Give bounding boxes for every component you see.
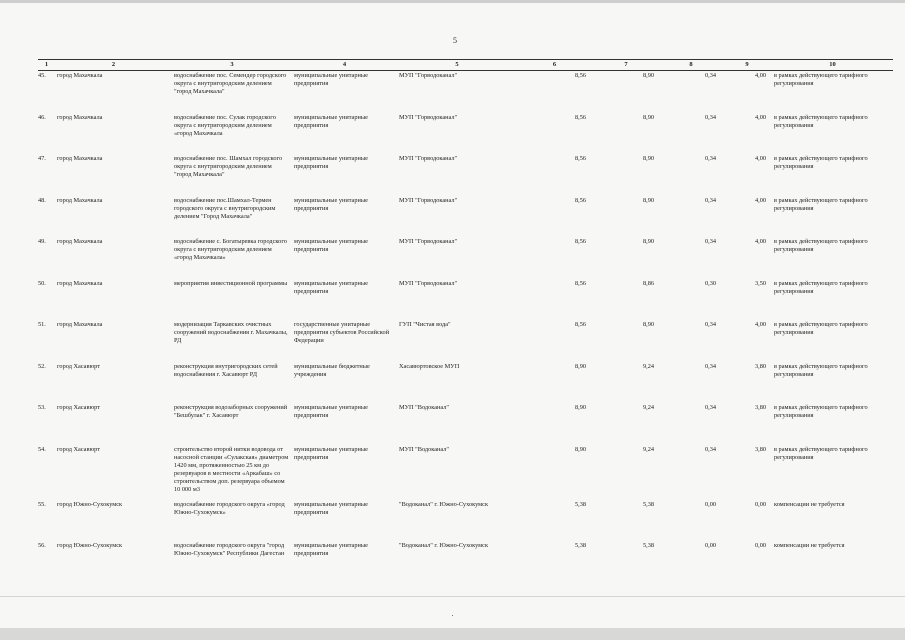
table-row [38, 320, 893, 362]
value-col8: 0,34 [704, 404, 716, 412]
value-col8: 0,00 [704, 542, 716, 550]
header-cell: 10 [772, 60, 893, 71]
org-type-cell: муниципальные унитарные предприятия [294, 196, 368, 212]
value-col9: 0,00 [754, 500, 766, 508]
value-col6: 8,90 [574, 362, 586, 370]
header-cell: 3 [172, 60, 292, 71]
organization-cell: Хасавюртовское МУП [399, 362, 460, 370]
organization-cell: МУП "Горводоканал" [399, 155, 458, 163]
value-col6: 8,56 [574, 155, 586, 163]
value-col9: 4,00 [754, 238, 766, 246]
description-cell: водоснабжение пос. Шамхал городского округа с внутригородским делением "город Махачкала" [174, 155, 283, 179]
value-col9: 0,00 [754, 542, 766, 550]
value-col8: 0,34 [704, 445, 716, 453]
row-number: 51. [38, 321, 46, 329]
value-col7: 9,24 [642, 445, 654, 453]
row-number: 55. [38, 500, 46, 508]
row-number: 54. [38, 445, 46, 453]
city-cell: город Хасавюрт [57, 445, 100, 453]
value-col6: 8,56 [574, 113, 586, 121]
row-number: 49. [38, 238, 46, 246]
value-col6: 8,56 [574, 72, 586, 80]
value-col9: 4,00 [754, 321, 766, 329]
value-col9: 4,00 [754, 72, 766, 80]
scan-bottom-edge [0, 628, 905, 640]
description-cell: водоснабжение пос.Шамхал-Термен городского округа с внутригородским делением "Город Махачкала" [174, 196, 276, 220]
row-number: 46. [38, 113, 46, 121]
value-col7: 8,90 [642, 321, 654, 329]
value-col7: 5,38 [642, 542, 654, 550]
org-type-cell: муниципальные унитарные предприятия [294, 72, 368, 88]
organization-cell: "Водоканал" г. Южно-Сухокумск [399, 542, 489, 550]
organization-cell: МУП "Горводоканал" [399, 196, 458, 204]
page-number: 5 [453, 36, 457, 45]
value-col7: 8,86 [642, 279, 654, 287]
value-col8: 0,34 [704, 238, 716, 246]
org-type-cell: муниципальные унитарные предприятия [294, 500, 368, 516]
value-col9: 4,00 [754, 113, 766, 121]
city-cell: город Хасавюрт [57, 362, 100, 370]
header-cell: 6 [517, 60, 592, 71]
description-cell: водоснабжение пос. Сулак городского округа с внутригородским делением «город Махачкала [174, 113, 276, 137]
scan-bottom-line [0, 596, 905, 597]
value-col7: 8,90 [642, 155, 654, 163]
city-cell: город Махачкала [57, 238, 103, 246]
org-type-cell: муниципальные унитарные предприятия [294, 113, 368, 129]
city-cell: город Махачкала [57, 279, 103, 287]
row-number: 45. [38, 72, 46, 80]
city-cell: город Южно-Сухокумск [57, 500, 123, 508]
row-number: 56. [38, 542, 46, 550]
org-type-cell: муниципальные унитарные предприятия [294, 279, 368, 295]
value-col8: 0,30 [704, 279, 716, 287]
value-col9: 4,00 [754, 196, 766, 204]
header-row [38, 60, 893, 71]
note-cell: в рамках действующего тарифного регулирования [774, 279, 868, 295]
organization-cell: МУП "Горводоканал" [399, 238, 458, 246]
city-cell: город Махачкала [57, 72, 103, 80]
value-col7: 8,90 [642, 72, 654, 80]
org-type-cell: муниципальные бюджетные учреждения [294, 362, 370, 378]
description-cell: водоснабжение городского округа «город Южно-Сухокумск» [174, 500, 285, 516]
row-number: 53. [38, 404, 46, 412]
organization-cell: МУП "Горводоканал" [399, 113, 458, 121]
value-col8: 0,34 [704, 155, 716, 163]
value-col9: 3,80 [754, 362, 766, 370]
organization-cell: МУП "Водоканал" [399, 404, 449, 412]
description-cell: водоснабжение городского округа "город Южно-Сухокумск" Республики Дагестан [174, 542, 285, 558]
city-cell: город Махачкала [57, 321, 103, 329]
value-col6: 8,56 [574, 321, 586, 329]
header-cell: 2 [55, 60, 172, 71]
value-col8: 0,00 [704, 500, 716, 508]
header-cell: 5 [397, 60, 517, 71]
row-number: 50. [38, 279, 46, 287]
organization-cell: МУП "Водоканал" [399, 445, 449, 453]
header-cell: 8 [660, 60, 722, 71]
note-cell: компенсации не требуется [774, 542, 845, 550]
org-type-cell: государственные унитарные предприятия субъектов Российской Федерации [294, 321, 390, 345]
org-type-cell: муниципальные унитарные предприятия [294, 238, 368, 254]
value-col6: 8,56 [574, 238, 586, 246]
value-col8: 0,34 [704, 321, 716, 329]
value-col7: 9,24 [642, 362, 654, 370]
table-row [38, 279, 893, 321]
note-cell: в рамках действующего тарифного регулирования [774, 155, 868, 171]
note-cell: компенсации не требуется [774, 500, 845, 508]
note-cell: в рамках действующего тарифного регулирования [774, 72, 868, 88]
table-row [38, 196, 893, 238]
value-col6: 8,56 [574, 279, 586, 287]
note-cell: в рамках действующего тарифного регулирования [774, 113, 868, 129]
table-row [38, 403, 893, 445]
value-col7: 5,38 [642, 500, 654, 508]
note-cell: в рамках действующего тарифного регулирования [774, 196, 868, 212]
note-cell: в рамках действующего тарифного регулирования [774, 321, 868, 337]
table-row [38, 362, 893, 404]
note-cell: в рамках действующего тарифного регулирования [774, 445, 868, 461]
scan-top-edge [0, 0, 905, 3]
row-number: 48. [38, 196, 46, 204]
description-cell: водоснабжение с. Богатыревка городского округа с внутригородским делением «город Махачкала» [174, 238, 287, 262]
value-col7: 8,90 [642, 238, 654, 246]
note-cell: в рамках действующего тарифного регулирования [774, 362, 868, 378]
value-col9: 3,80 [754, 404, 766, 412]
header-cell: 4 [292, 60, 397, 71]
value-col6: 8,90 [574, 445, 586, 453]
table-row [38, 500, 893, 542]
note-cell: в рамках действующего тарифного регулирования [774, 404, 868, 420]
description-cell: реконструкция водозаборных сооружений "Бешбулак" г. Хасавюрт [174, 404, 288, 420]
value-col6: 5,38 [574, 500, 586, 508]
organization-cell: ГУП "Чистая вода" [399, 321, 451, 329]
row-number: 52. [38, 362, 46, 370]
city-cell: город Махачкала [57, 155, 103, 163]
value-col6: 8,56 [574, 196, 586, 204]
table-row [38, 71, 893, 113]
description-cell: строительство второй нитки водовода от насосной станции «Сулакская» диаметром 1420 мм, протяженностью 25 км до резервуаров в местности «Аркабаш» со строительством доп. резервуара объемом 10 000 м3 [174, 445, 289, 494]
org-type-cell: муниципальные унитарные предприятия [294, 155, 368, 171]
city-cell: город Хасавюрт [57, 404, 100, 412]
organization-cell: МУП "Горводоканал" [399, 279, 458, 287]
table-row [38, 113, 893, 155]
header-cell: 9 [722, 60, 772, 71]
value-col6: 8,90 [574, 404, 586, 412]
table-row [38, 445, 893, 500]
header-cell: 1 [38, 60, 55, 71]
value-col8: 0,34 [704, 72, 716, 80]
description-cell: водоснабжение пос. Семендер городского округа с внутригородским делением "город Махачкала" [174, 72, 287, 96]
row-number: 47. [38, 155, 46, 163]
city-cell: город Махачкала [57, 113, 103, 121]
value-col9: 3,50 [754, 279, 766, 287]
table-row [38, 237, 893, 279]
table-row [38, 541, 893, 583]
org-type-cell: муниципальные унитарные предприятия [294, 445, 368, 461]
value-col8: 0,34 [704, 196, 716, 204]
organization-cell: "Водоканал" г. Южно-Сухокумск [399, 500, 489, 508]
header-cell: 7 [592, 60, 660, 71]
value-col8: 0,34 [704, 362, 716, 370]
tariff-table [38, 59, 893, 583]
city-cell: город Махачкала [57, 196, 103, 204]
value-col7: 8,90 [642, 196, 654, 204]
table-row [38, 154, 893, 196]
value-col7: 9,24 [642, 404, 654, 412]
value-col9: 3,80 [754, 445, 766, 453]
org-type-cell: муниципальные унитарные предприятия [294, 404, 368, 420]
note-cell: в рамках действующего тарифного регулирования [774, 238, 868, 254]
description-cell: реконструкция внутригородских сетей водоснабжения г. Хасавюрт РД [174, 362, 278, 378]
org-type-cell: муниципальные унитарные предприятия [294, 542, 368, 558]
value-col6: 5,38 [574, 542, 586, 550]
city-cell: город Южно-Сухокумск [57, 542, 123, 550]
value-col7: 8,90 [642, 113, 654, 121]
value-col9: 4,00 [754, 155, 766, 163]
description-cell: модернизация Таркавских очистных сооружений водоснабжения г. Махачкалы, РД [174, 321, 288, 345]
organization-cell: МУП "Горводоканал" [399, 72, 458, 80]
description-cell: мероприятия инвестиционной программы [174, 279, 288, 287]
value-col8: 0,34 [704, 113, 716, 121]
scan-dot [452, 615, 453, 616]
